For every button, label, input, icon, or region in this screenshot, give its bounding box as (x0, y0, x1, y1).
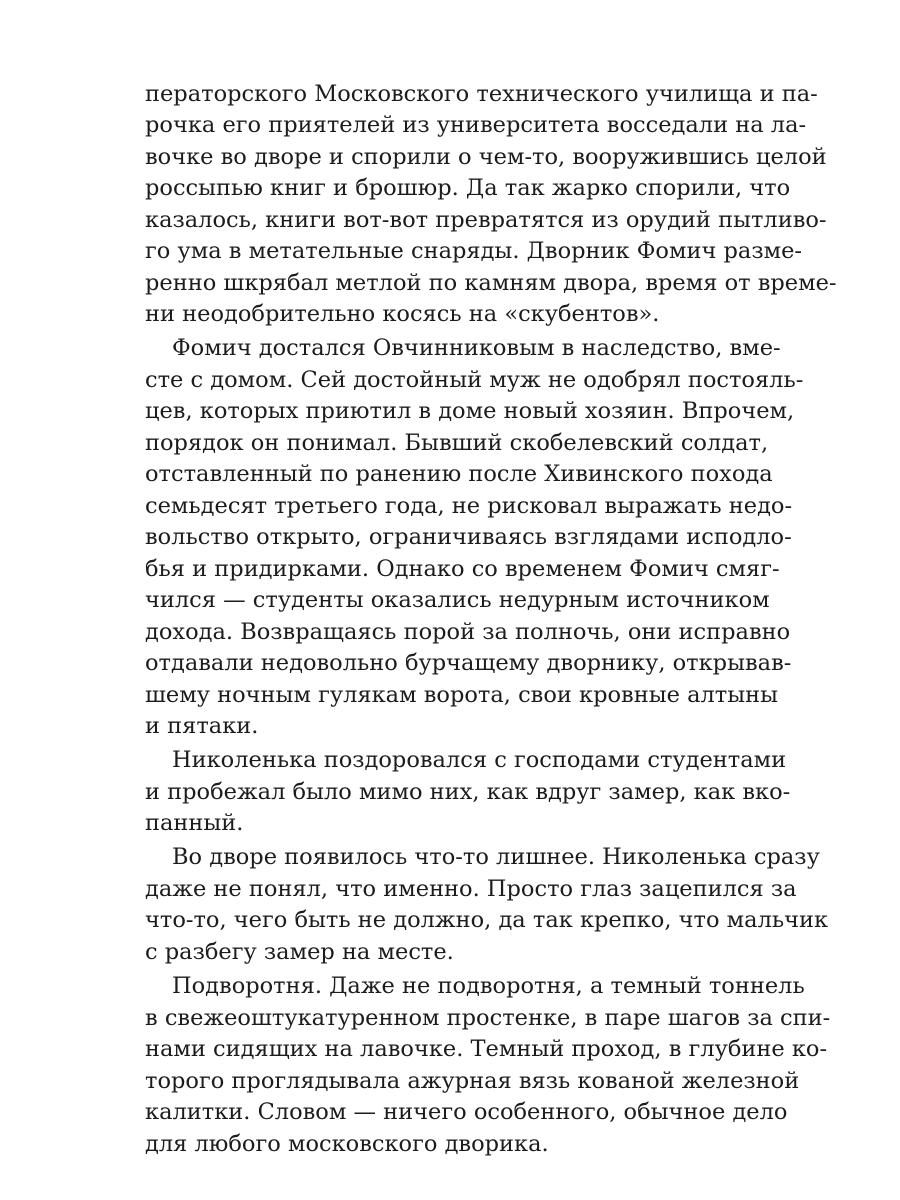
text-line: семьдесят третьего года, не рисковал выражать недо- (145, 493, 793, 519)
text-line: Во дворе появилось что-то лишнее. Николенька сразу (172, 844, 820, 870)
text-line: вочке во дворе и спорили о чем-то, вооружившись целой (145, 144, 827, 170)
text-line: нами сидящих на лавочке. Темный проход, в глубине ко- (145, 1036, 828, 1062)
text-line: и пятаки. (145, 713, 259, 739)
text-line: Николенька поздоровался с господами студентами (172, 747, 787, 773)
text-line: что-то, чего быть не должно, да так крепко, что мальчик (145, 907, 829, 933)
text-line: вольство открыто, ограничиваясь взглядами исподло- (145, 524, 792, 550)
text-line: бья и придирками. Однако со временем Фомич смяг- (145, 556, 780, 582)
text-line: и пробежал было мимо них, как вдруг замер, как вко- (145, 779, 791, 805)
text-line: шему ночным гулякам ворота, свои кровные алтыны (145, 682, 779, 708)
text-line: порядок он понимал. Бывший скобелевский солдат, (145, 430, 769, 456)
text-line: чился — студенты оказались недурным источником (145, 587, 770, 613)
text-line: даже не понял, что именно. Просто глаз зацепился за (145, 876, 797, 902)
text-line: отставленный по ранению после Хивинского похода (145, 461, 773, 487)
text-line: ренно шкрябал метлой по камням двора, время от време- (145, 270, 837, 296)
text-line: торого проглядывала ажурная вязь кованой железной (145, 1068, 800, 1094)
text-line: россыпью книг и брошюр. Да так жарко спорили, что (145, 175, 791, 201)
text-line: для любого московского дворика. (145, 1131, 549, 1157)
text-line: ни неодобрительно косясь на «скубентов». (145, 301, 660, 327)
text-line: дохода. Возвращаясь порой за полночь, они исправно (145, 619, 791, 645)
text-line: сте с домом. Сей достойный муж не одобрял постояль- (145, 367, 804, 393)
text-line: калитки. Словом — ничего особенного, обычное дело (145, 1099, 788, 1125)
text-line: го ума в метательные снаряды. Дворник Фомич разме- (145, 238, 803, 264)
text-line: с разбегу замер на месте. (145, 939, 454, 965)
text-line: панный. (145, 810, 244, 836)
text-line: цев, которых приютил в доме новый хозяин. Впрочем, (145, 398, 795, 424)
text-line: казалось, книги вот-вот превратятся из орудий пытливо- (145, 207, 827, 233)
text-line: отдавали недовольно бурчащему дворнику, открывав- (145, 650, 792, 676)
text-line: Фомич достался Овчинниковым в наследство, вме- (172, 335, 781, 361)
text-line: Подворотня. Даже не подворотня, а темный тоннель (172, 973, 805, 999)
text-line: рочка его приятелей из университета восседали на ла- (145, 112, 807, 138)
text-line: в свежеоштукатуренном простенке, в паре шагов за спи- (145, 1005, 831, 1031)
text-line: ператорского Московского технического училища и па- (145, 81, 818, 107)
